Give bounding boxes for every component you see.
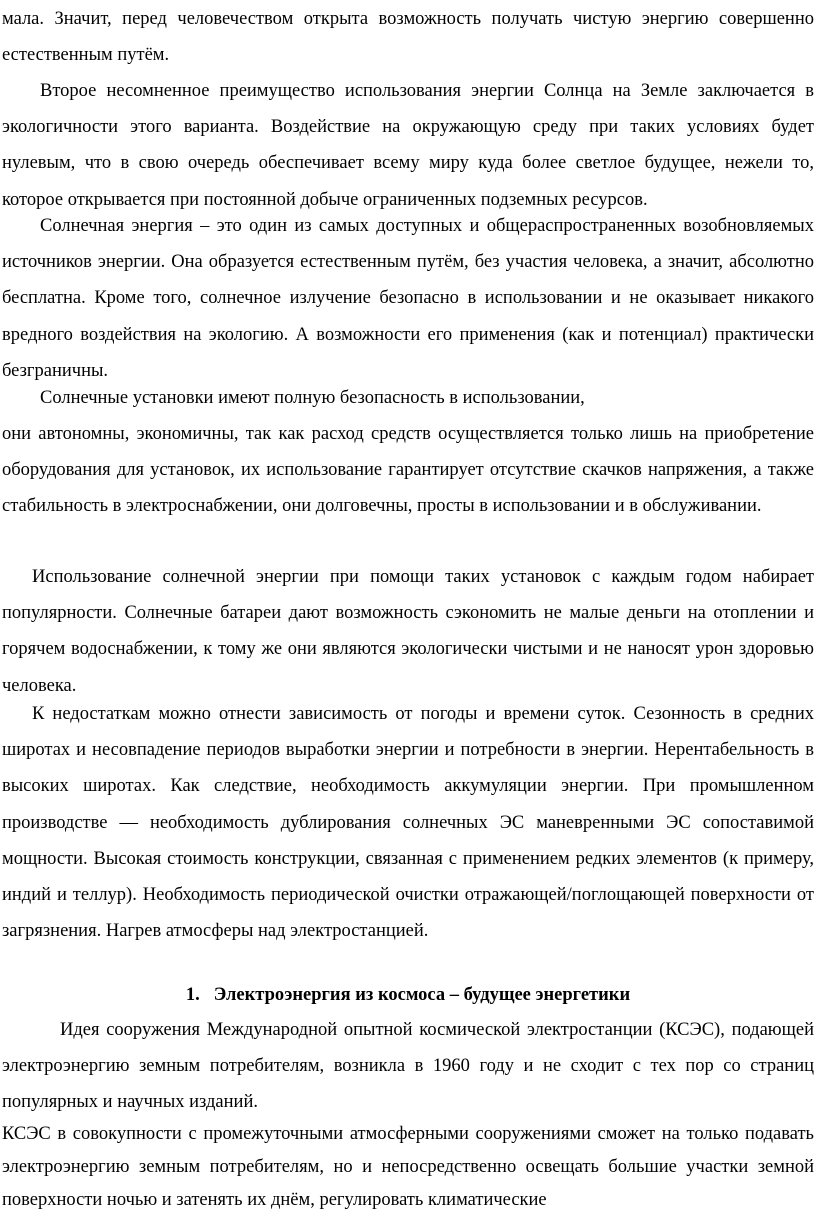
paragraph-solar-installations-first-line: Солнечные установки имеют полную безопасность в использовании,: [40, 388, 585, 408]
paragraph-disadvantages: К недостаткам можно отнести зависимость от погоды и времени суток. Сезонность в средних широтах и несовпадение периодов выработки энергии и потребности в энергии. Нерентабельность в высоких широтах. Как следствие, необходимость аккумуляции энергии. При промышленном производстве — необходимость дублирования солнечных ЭС маневренными ЭС сопоставимой мощности. Высокая стоимость конструкции, связанная с применением редких элементов (к примеру, индий и теллур). Необходимость периодической очистки отражающей/поглощающей поверхности от загрязнения. Нагрев атмосферы над электростанцией.: [2, 704, 814, 942]
paragraph-space-power-station: Идея сооружения Международной опытной космической электростанции (КСЭС), подающей электроэнергию земным потребителям, возникла в 1960 году и не сходит с тех пор со страниц популярных и научных изданий.: [2, 1020, 814, 1113]
paragraph-space-power-station-capabilities: КСЭС в совокупности с промежуточными атмосферными сооружениями сможет на только подавать электроэнергию земным потребителям, но и непосредственно освещать большие участки земной поверхности ночью и затенять их днём, регулировать климатические: [2, 1124, 814, 1210]
paragraph-intro-continuation: мала. Значит, перед человечеством открыта возможность получать чистую энергию совершенно естественным путём.: [2, 9, 814, 66]
paragraph-solar-usage: Использование солнечной энергии при помощи таких установок с каждым годом набирает популярности. Солнечные батареи дают возможность сэкономить не малые деньги на отоплении и горячем водоснабжении, к тому же они являются экологически чистыми и не наносят урон здоровью человека.: [2, 567, 814, 696]
section-heading-title: Электроэнергия из космоса – будущее энергетики: [213, 985, 631, 1005]
paragraph-solar-energy-availability: Солнечная энергия – это один из самых доступных и общераспространенных возобновляемых источников энергии. Она образуется естественным путём, без участия человека, а значит, абсолютно бесплатна. Кроме того, солнечное излучение безопасно в использовании и не оказывает никакого вредного воздействия на экологию. А возможности его применения (как и потенциал) практически безграничны.: [2, 216, 814, 381]
paragraph-solar-installations: они автономны, экономичны, так как расход средств осуществляется только лишь на приобретение оборудования для установок, их использование гарантирует отсутствие скачков напряжения, а также стабильность в электроснабжении, они долговечны, просты в использовании и в обслуживании.: [2, 424, 814, 517]
paragraph-ecology: Второе несомненное преимущество использования энергии Солнца на Земле заключается в экологичности этого варианта. Воздействие на окружающую среду при таких условиях будет нулевым, что в свою очередь обеспечивает всему миру куда более светлое будущее, нежели то, которое открывается при постоянной добыче ограниченных подземных ресурсов.: [2, 81, 814, 210]
section-heading: [0, 977, 816, 1013]
section-heading-number: 1.: [185, 985, 200, 1005]
